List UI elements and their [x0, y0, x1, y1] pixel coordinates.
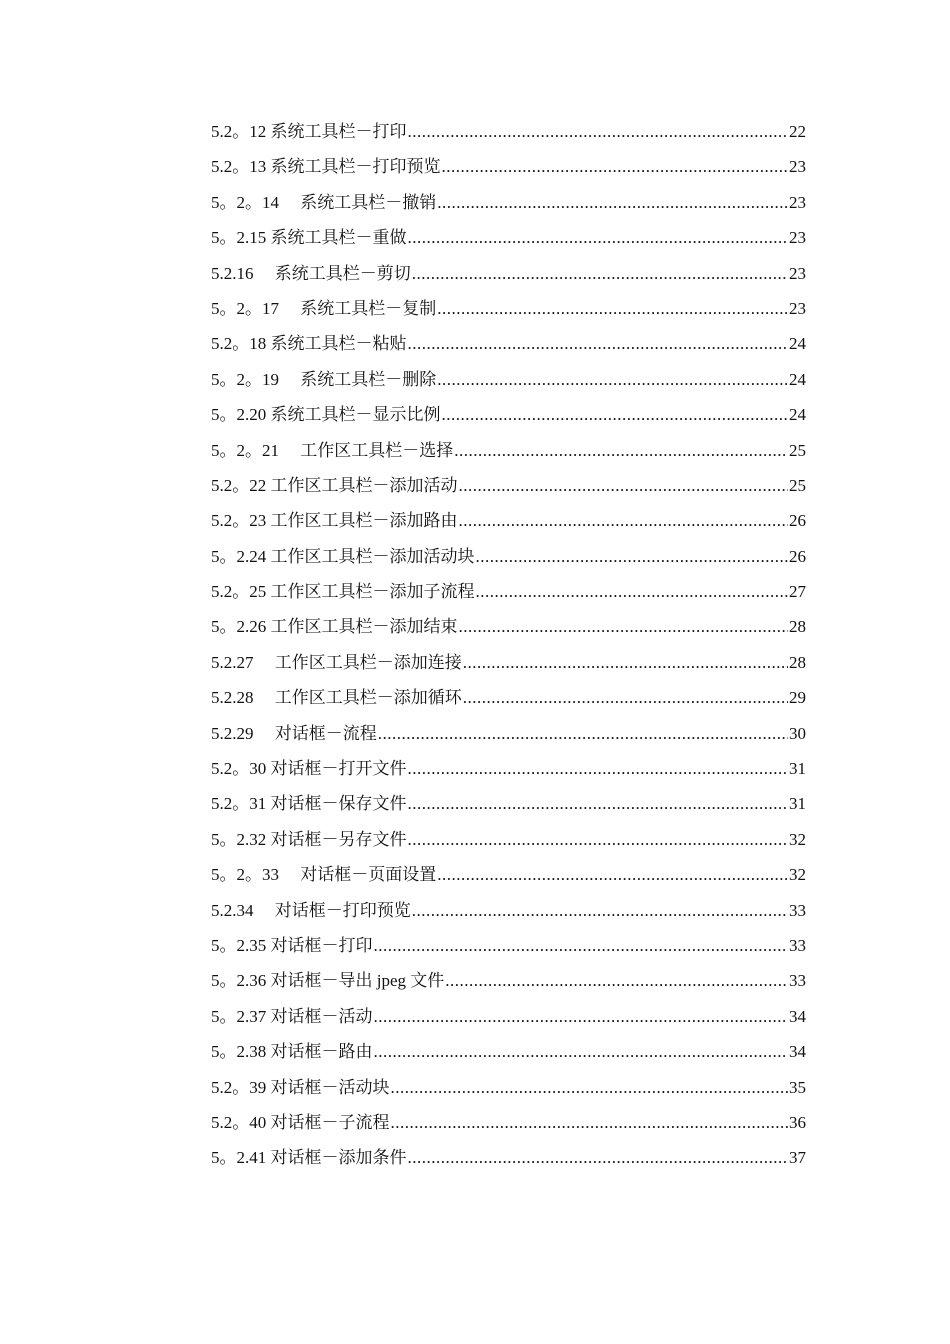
toc-entry-page-number: 26 — [789, 511, 806, 531]
toc-entry[interactable] — [211, 468, 806, 503]
toc-entry[interactable] — [211, 326, 806, 361]
toc-dot-leader — [408, 1140, 789, 1175]
toc-entry-page-number: 34 — [789, 1006, 806, 1026]
toc-dot-leader — [476, 574, 789, 609]
toc-dot-leader — [437, 185, 788, 220]
toc-entry-page-number: 25 — [789, 440, 806, 460]
toc-dot-leader — [374, 1034, 789, 1069]
toc-entry-title: 5.2。22 工作区工具栏－添加活动 — [211, 475, 458, 495]
toc-entry-title: 5。2。14 系统工具栏－撤销 — [211, 192, 437, 212]
toc-entry-title: 5.2。39 对话框－活动块 — [211, 1077, 390, 1097]
toc-entry[interactable] — [211, 1034, 806, 1069]
toc-entry-page-number: 36 — [789, 1112, 806, 1132]
toc-dot-leader — [374, 999, 789, 1034]
toc-entry-title: 5.2。18 系统工具栏－粘贴 — [211, 334, 407, 354]
toc-entry-page-number: 27 — [789, 582, 806, 602]
toc-entry-title: 5.2.28 工作区工具栏－添加循环 — [211, 688, 462, 708]
toc-entry-page-number: 23 — [789, 157, 806, 177]
toc-entry[interactable] — [211, 433, 806, 468]
toc-entry-page-number: 26 — [789, 546, 806, 566]
toc-entry-page-number: 37 — [789, 1148, 806, 1168]
toc-entry-page-number: 34 — [789, 1042, 806, 1062]
toc-entry-page-number: 31 — [789, 759, 806, 779]
toc-entry-title: 5。2.38 对话框－路由 — [211, 1042, 373, 1062]
toc-dot-leader — [459, 609, 789, 644]
toc-dot-leader — [437, 362, 788, 397]
toc-entry-title: 5。2.41 对话框－添加条件 — [211, 1148, 407, 1168]
toc-entry[interactable] — [211, 220, 806, 255]
toc-entry[interactable] — [211, 397, 806, 432]
toc-entry-title: 5.2。12 系统工具栏－打印 — [211, 122, 407, 141]
toc-dot-leader — [391, 1105, 789, 1140]
toc-entry-page-number: 31 — [789, 794, 806, 814]
toc-entry-title: 5.2.27 工作区工具栏－添加连接 — [211, 652, 462, 672]
toc-dot-leader — [408, 822, 789, 857]
toc-entry[interactable] — [211, 999, 806, 1034]
toc-entry[interactable] — [211, 822, 806, 857]
toc-entry-page-number: 33 — [789, 900, 806, 920]
toc-entry-title: 5.2。31 对话框－保存文件 — [211, 794, 407, 814]
toc-entry[interactable] — [211, 928, 806, 963]
toc-entry-title: 5。2.35 对话框－打印 — [211, 935, 373, 955]
toc-entry-page-number: 32 — [789, 865, 806, 885]
toc-entry-page-number: 30 — [789, 723, 806, 743]
toc-entry-title: 5.2。40 对话框－子流程 — [211, 1112, 390, 1132]
toc-entry-page-number: 24 — [789, 369, 806, 389]
toc-entry-title: 5。2.37 对话框－活动 — [211, 1006, 373, 1026]
toc-entry-page-number: 29 — [789, 688, 806, 708]
toc-entry-title: 5。2.26 工作区工具栏－添加结束 — [211, 617, 458, 637]
toc-entry-page-number: 23 — [789, 263, 806, 283]
toc-entry-page-number: 33 — [789, 971, 806, 991]
toc-dot-leader — [412, 893, 788, 928]
toc-entry[interactable] — [211, 539, 806, 574]
toc-dot-leader — [391, 1070, 789, 1105]
toc-entry-page-number: 28 — [789, 617, 806, 637]
toc-dot-leader — [476, 539, 789, 574]
toc-entry-title: 5.2。25 工作区工具栏－添加子流程 — [211, 582, 475, 602]
toc-entry-title: 5。2.32 对话框－另存文件 — [211, 829, 407, 849]
toc-dot-leader — [459, 503, 789, 538]
toc-entry-page-number: 22 — [789, 122, 806, 141]
toc-dot-leader — [442, 397, 789, 432]
toc-dot-leader — [408, 751, 789, 786]
toc-entry-title: 5。2.24 工作区工具栏－添加活动块 — [211, 546, 475, 566]
toc-entry[interactable] — [211, 786, 806, 821]
toc-entry-page-number: 35 — [789, 1077, 806, 1097]
toc-dot-leader — [463, 645, 788, 680]
toc-entry-title: 5.2。30 对话框－打开文件 — [211, 759, 407, 779]
toc-entry-page-number: 24 — [789, 405, 806, 425]
toc-entry-page-number: 25 — [789, 475, 806, 495]
toc-entry[interactable] — [211, 114, 806, 149]
toc-entry-page-number: 23 — [789, 228, 806, 248]
toc-entry-title: 5。2.20 系统工具栏－显示比例 — [211, 405, 441, 425]
toc-dot-leader — [459, 468, 789, 503]
toc-dot-leader — [454, 433, 788, 468]
toc-entry[interactable] — [211, 291, 806, 326]
toc-entry-title: 5.2.16 系统工具栏－剪切 — [211, 263, 411, 283]
toc-dot-leader — [463, 680, 788, 715]
toc-dot-leader — [374, 928, 789, 963]
toc-dot-leader — [408, 114, 789, 149]
toc-dot-leader — [408, 326, 789, 361]
toc-entry-page-number: 23 — [789, 298, 806, 318]
toc-dot-leader — [408, 220, 789, 255]
toc-entry-title: 5。2.15 系统工具栏－重做 — [211, 228, 407, 248]
toc-entry-page-number: 23 — [789, 192, 806, 212]
toc-dot-leader — [408, 786, 789, 821]
toc-entry[interactable] — [211, 751, 806, 786]
toc-entry[interactable] — [211, 680, 806, 715]
toc-entry-title: 5。2。17 系统工具栏－复制 — [211, 298, 437, 318]
toc-entry[interactable] — [211, 1070, 806, 1105]
toc-entry-title: 5.2。23 工作区工具栏－添加路由 — [211, 511, 458, 531]
toc-entry-page-number: 28 — [789, 652, 806, 672]
toc-entry[interactable] — [211, 149, 806, 184]
toc-entry[interactable] — [211, 716, 806, 751]
toc-entry-page-number: 32 — [789, 829, 806, 849]
toc-entry[interactable] — [211, 893, 806, 928]
toc-entry[interactable] — [211, 185, 806, 220]
toc-entry[interactable] — [211, 857, 806, 892]
toc-entry[interactable] — [211, 1105, 806, 1140]
toc-entry-page-number: 33 — [789, 935, 806, 955]
toc-dot-leader — [378, 716, 788, 751]
table-of-contents — [211, 114, 806, 1176]
toc-entry[interactable] — [211, 963, 806, 998]
toc-entry-title: 5.2.29 对话框－流程 — [211, 723, 377, 743]
toc-entry[interactable] — [211, 574, 806, 609]
toc-entry[interactable] — [211, 645, 806, 680]
toc-entry-title: 5。2。33 对话框－页面设置 — [211, 865, 437, 885]
toc-entry[interactable] — [211, 1140, 806, 1175]
toc-entry[interactable] — [211, 609, 806, 644]
toc-dot-leader — [437, 291, 788, 326]
toc-entry-title: 5.2。13 系统工具栏－打印预览 — [211, 157, 441, 177]
toc-dot-leader — [412, 256, 788, 291]
toc-dot-leader — [445, 963, 788, 998]
toc-entry[interactable] — [211, 503, 806, 538]
toc-entry-title: 5。2。19 系统工具栏－删除 — [211, 369, 437, 389]
toc-entry-title: 5。2.36 对话框－导出 jpeg 文件 — [211, 971, 445, 991]
toc-entry-title: 5.2.34 对话框－打印预览 — [211, 900, 411, 920]
toc-dot-leader — [437, 857, 788, 892]
toc-entry[interactable] — [211, 256, 806, 291]
toc-entry-page-number: 24 — [789, 334, 806, 354]
toc-entry[interactable] — [211, 362, 806, 397]
toc-entry-title: 5。2。21 工作区工具栏－选择 — [211, 440, 454, 460]
toc-dot-leader — [442, 149, 789, 184]
